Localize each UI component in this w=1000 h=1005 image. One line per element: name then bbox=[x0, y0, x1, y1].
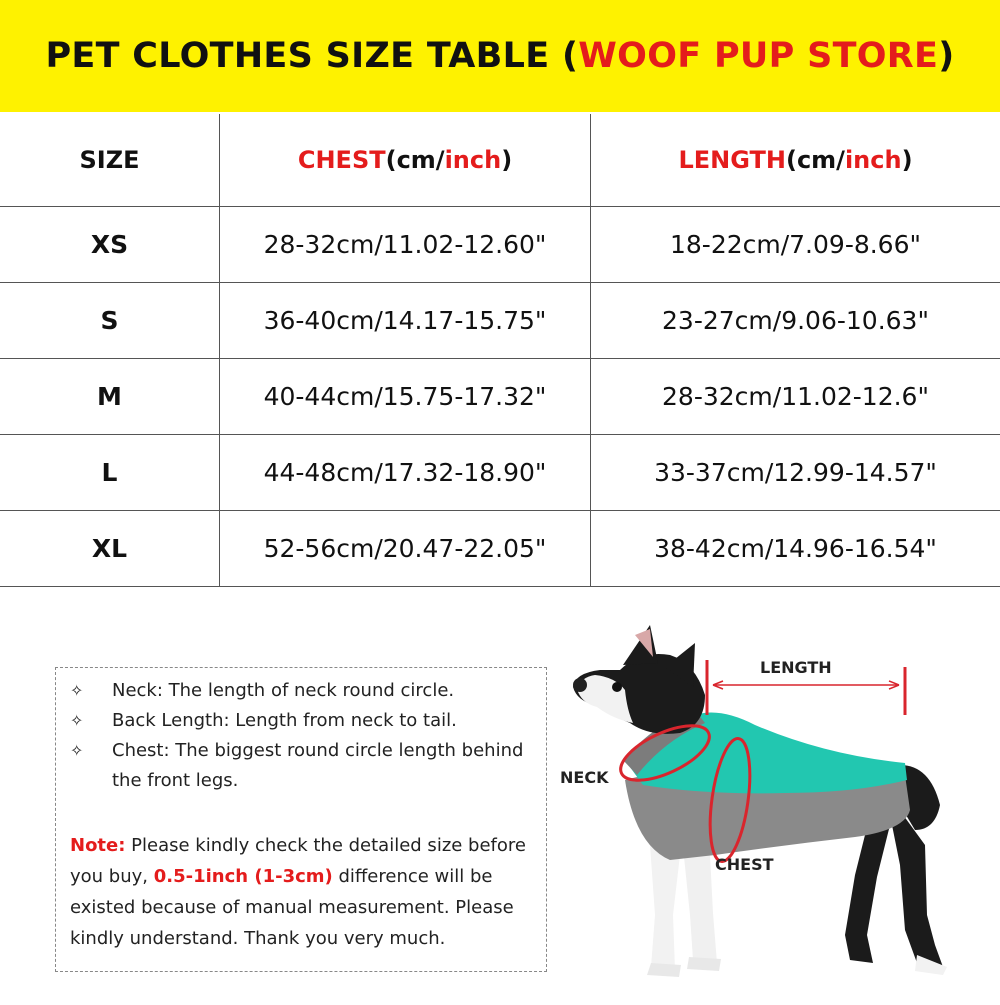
chest-cell: 44-48cm/17.32-18.90" bbox=[220, 435, 591, 511]
header-length: LENGTH(cm/inch) bbox=[591, 114, 1000, 207]
neck-label: NECK bbox=[560, 768, 608, 787]
sparkle-icon: ✧ bbox=[70, 736, 108, 766]
chest-label: CHEST bbox=[715, 855, 774, 874]
sparkle-icon: ✧ bbox=[70, 676, 108, 706]
length-cell: 23-27cm/9.06-10.63" bbox=[591, 283, 1000, 359]
title-banner bbox=[0, 0, 1000, 112]
chest-cell: 40-44cm/15.75-17.32" bbox=[220, 359, 591, 435]
length-label: LENGTH bbox=[760, 658, 832, 677]
size-table bbox=[0, 114, 1000, 587]
table-row bbox=[0, 283, 1000, 359]
size-cell: XS bbox=[0, 207, 220, 283]
measurement-notes bbox=[55, 667, 547, 972]
note-bullet-neck: ✧ Neck: The length of neck round circle. bbox=[70, 676, 108, 706]
header-chest: CHEST(cm/inch) bbox=[220, 114, 591, 207]
table-row bbox=[0, 359, 1000, 435]
size-note: Note: Please kindly check the detailed size before you buy, 0.5-1inch (1-3cm) difference will be existed because of manual measurement. Please kindly understand. Thank you very much. bbox=[70, 830, 540, 954]
size-cell: XL bbox=[0, 511, 220, 587]
header-size: SIZE bbox=[0, 114, 220, 207]
length-cell: 18-22cm/7.09-8.66" bbox=[591, 207, 1000, 283]
length-cell: 28-32cm/11.02-12.6" bbox=[591, 359, 1000, 435]
note-highlight: 0.5-1inch (1-3cm) bbox=[154, 866, 333, 887]
size-cell: L bbox=[0, 435, 220, 511]
length-cell: 33-37cm/12.99-14.57" bbox=[591, 435, 1000, 511]
table-header-row bbox=[0, 114, 1000, 207]
table-row bbox=[0, 207, 1000, 283]
note-label: Note: bbox=[70, 835, 125, 856]
note-bullet-chest: ✧ Chest: The biggest round circle length behind the front legs. bbox=[70, 736, 108, 766]
note-bullet-back-length: ✧ Back Length: Length from neck to tail. bbox=[70, 706, 108, 736]
table-row bbox=[0, 435, 1000, 511]
table-row bbox=[0, 511, 1000, 587]
store-name: WOOF PUP STORE bbox=[578, 36, 938, 76]
size-cell: S bbox=[0, 283, 220, 359]
dog-ear-left bbox=[623, 625, 658, 665]
chest-cell: 36-40cm/14.17-15.75" bbox=[220, 283, 591, 359]
chest-cell: 28-32cm/11.02-12.60" bbox=[220, 207, 591, 283]
size-cell: M bbox=[0, 359, 220, 435]
dog-measurement-diagram bbox=[555, 615, 1000, 1000]
chest-cell: 52-56cm/20.47-22.05" bbox=[220, 511, 591, 587]
page-title: PET CLOTHES SIZE TABLE (WOOF PUP STORE) bbox=[45, 36, 954, 76]
sparkle-icon: ✧ bbox=[70, 706, 108, 736]
length-cell: 38-42cm/14.96-16.54" bbox=[591, 511, 1000, 587]
